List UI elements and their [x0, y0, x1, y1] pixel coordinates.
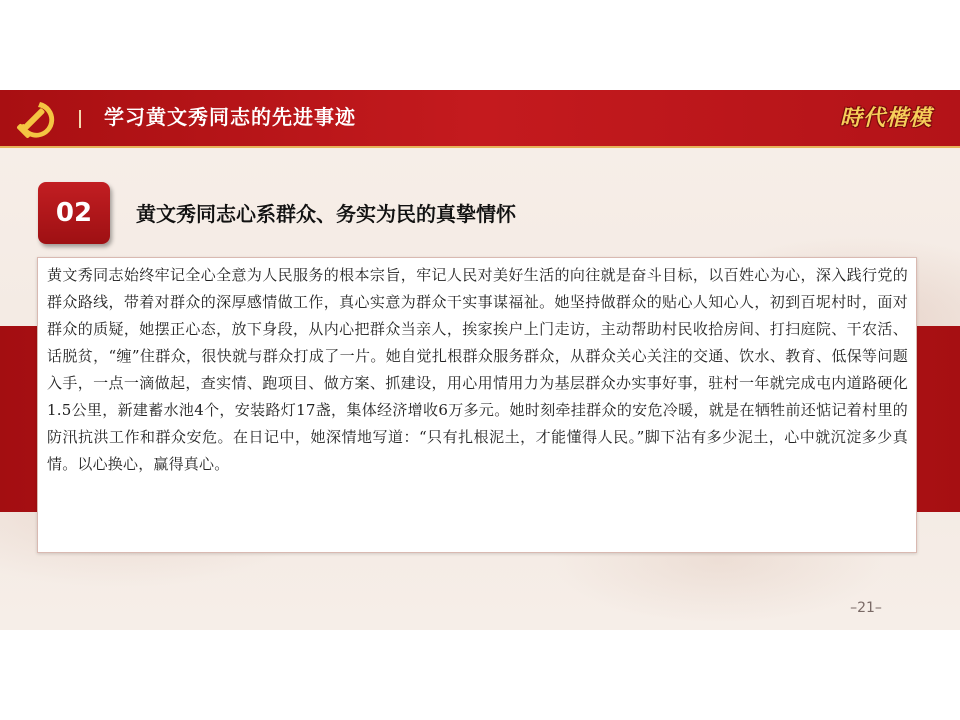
header-bar — [0, 90, 960, 148]
page-number: –21– — [850, 600, 882, 616]
text-box — [37, 257, 917, 553]
section-title: 黄文秀同志心系群众、务实为民的真挚情怀 — [136, 202, 516, 226]
section-number-badge: 02 — [38, 182, 110, 244]
hammer-sickle-icon — [10, 94, 62, 146]
slide — [0, 90, 960, 630]
body-paragraph: 黄文秀同志始终牢记全心全意为人民服务的根本宗旨，牢记人民对美好生活的向往就是奋斗目标，以百姓心为心，深入践行党的群众路线，带着对群众的深厚感情做工作，真心实意为群众干实事谋福祉。她坚持做群众的贴心人知心人，初到百坭村时，面对群众的质疑，她摆正心态，放下身段，从内心把群众当亲人，挨家挨户上门走访，主动帮助村民收拾房间、打扫庭院、干农活、话脱贫，“缠”住群众，很快就与群众打成了一片。她自觉扎根群众服务群众，从群众关心关注的交通、饮水、教育、低保等问题入手，一点一滴做起，查实情、跑项目、做方案、抓建设，用心用情用力为基层群众办实事好事，驻村一年就完成屯内道路硬化1.5公里，新建蓄水池4个，安装路灯17盏，集体经济增收6万多元。她时刻牵挂群众的安危冷暖，就是在牺牲前还惦记着村里的防汛抗洪工作和群众安危。在日记中，她深情地写道：“只有扎根泥土，才能懂得人民。”脚下沾有多少泥土，心中就沉淀多少真情。以心换心，赢得真心。 — [47, 266, 908, 473]
era-model-logo: 時代楷模 — [840, 105, 933, 131]
header-divider — [79, 110, 81, 128]
header-title: 学习黄文秀同志的先进事迹 — [104, 105, 356, 129]
